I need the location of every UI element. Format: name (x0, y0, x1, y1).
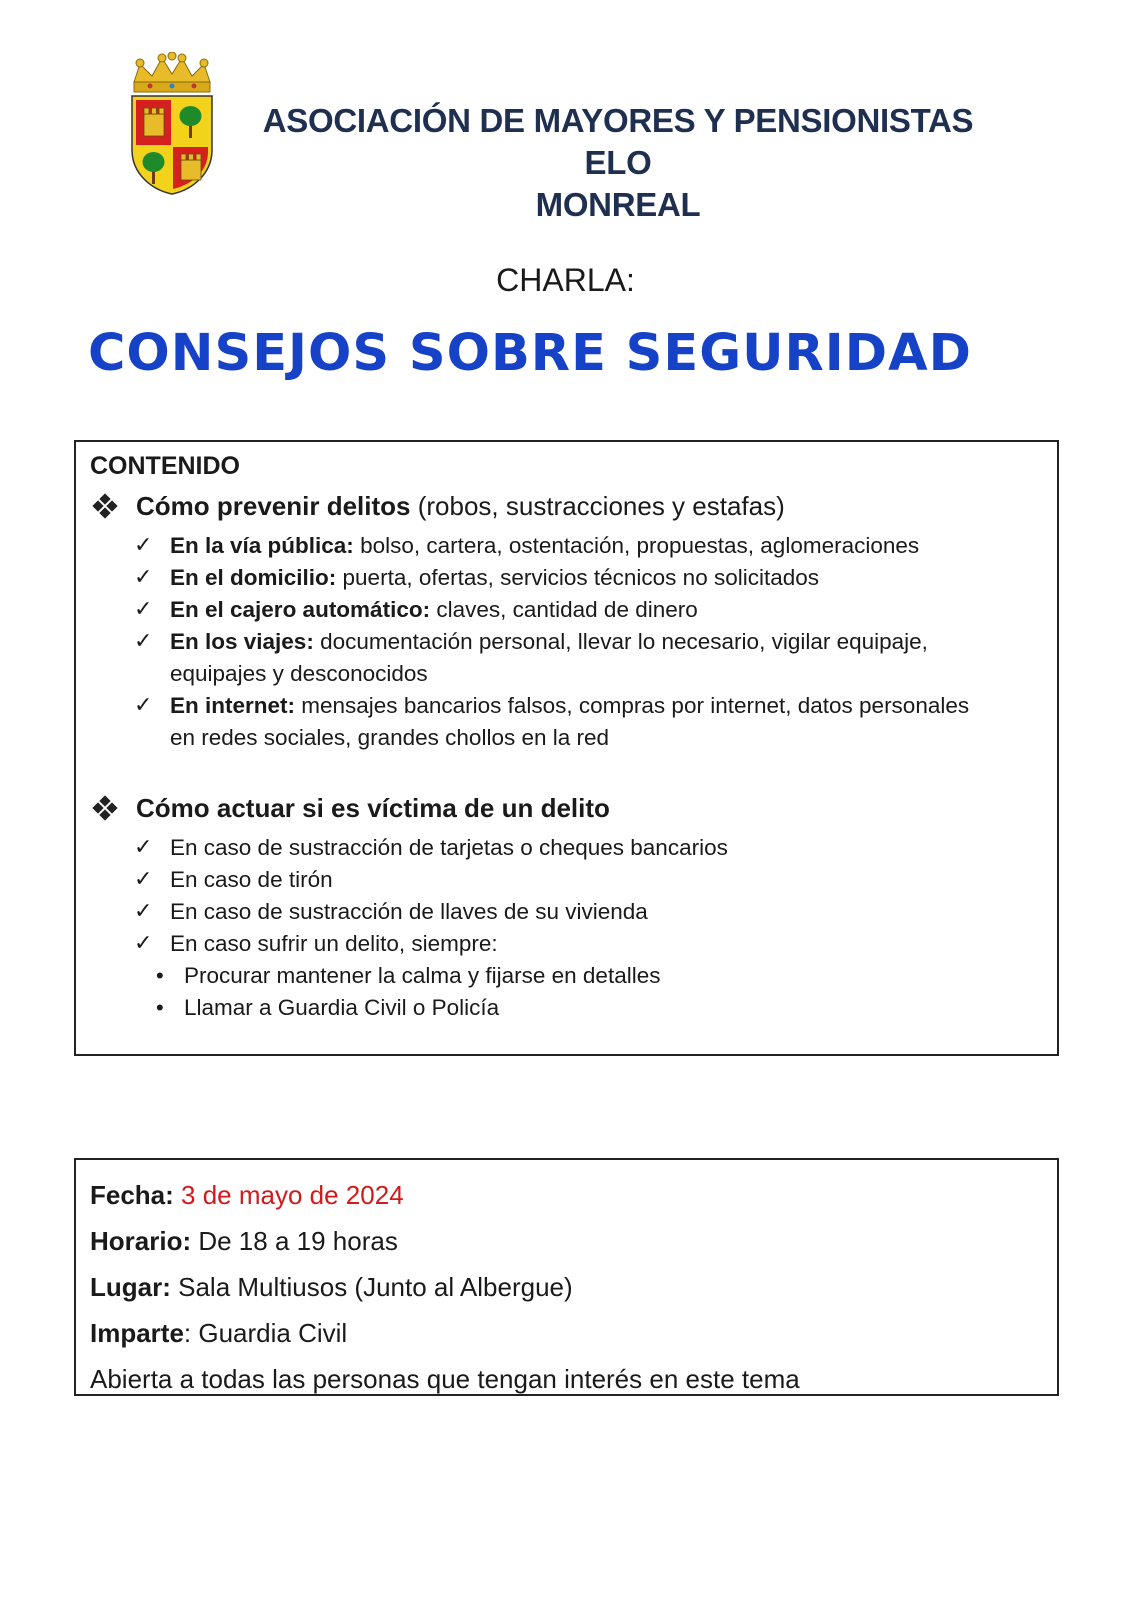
check-icon: ✓ (134, 867, 153, 892)
section-prevent-crimes (90, 488, 1050, 754)
check-icon: ✓ (134, 597, 153, 622)
check-icon: ✓ (134, 629, 153, 654)
section-heading (90, 790, 1050, 826)
list-item: ✓ En caso de sustracción de llaves de su vivienda (90, 896, 1050, 928)
main-title: CONSEJOS SOBRE SEGURIDAD (88, 324, 972, 383)
section-heading-bold: Cómo prevenir delitos (136, 490, 411, 521)
check-icon: ✓ (134, 565, 153, 590)
info-date: Fecha: 3 de mayo de 2024 (90, 1180, 404, 1210)
list-item: ✓ En el cajero automático: claves, cantidad de dinero (90, 594, 1050, 626)
check-icon: ✓ (134, 899, 153, 924)
victim-actions-list (90, 832, 1050, 960)
bullet-icon: • (156, 963, 164, 988)
check-icon: ✓ (134, 693, 153, 718)
bullet-icon: • (156, 995, 164, 1020)
check-icon: ✓ (134, 931, 153, 956)
list-item: • Procurar mantener la calma y fijarse en detalles (90, 960, 1050, 992)
diamond-bullet-icon (94, 495, 116, 517)
info-note: Abierta a todas las personas que tengan interés en este tema (90, 1364, 800, 1394)
organization-title (228, 100, 1008, 226)
check-icon: ✓ (134, 835, 153, 860)
diamond-bullet-icon (94, 797, 116, 819)
list-item: ✓ En la vía pública: bolso, cartera, ostentación, propuestas, aglomeraciones (90, 530, 1050, 562)
list-item: ✓ En caso de sustracción de tarjetas o cheques bancarios (90, 832, 1050, 864)
always-list (90, 960, 1050, 1024)
list-item: • Llamar a Guardia Civil o Policía (90, 992, 1050, 1024)
section-heading-rest: (robos, sustracciones y estafas) (410, 490, 785, 521)
info-schedule: Horario: De 18 a 19 horas (90, 1226, 398, 1256)
list-item: ✓ En el domicilio: puerta, ofertas, servicios técnicos no solicitados (90, 562, 1050, 594)
organization-title-line2: MONREAL (535, 186, 701, 223)
list-item: ✓ En caso de tirón (90, 864, 1050, 896)
content-label: CONTENIDO (90, 452, 240, 480)
coat-of-arms-icon (126, 52, 218, 198)
content-box (74, 440, 1059, 1056)
info-speaker: Imparte: Guardia Civil (90, 1318, 348, 1348)
section-heading-bold: Cómo actuar si es víctima de un delito (136, 792, 610, 823)
check-icon: ✓ (134, 533, 153, 558)
section-heading (90, 488, 1050, 524)
info-place: Lugar: Sala Multiusos (Junto al Albergue) (90, 1272, 573, 1302)
prevention-list (90, 530, 1050, 754)
section-victim-actions (90, 790, 1050, 1024)
list-item: ✓ En caso sufrir un delito, siempre: (90, 928, 1050, 960)
organization-title-line1: ASOCIACIÓN DE MAYORES Y PENSIONISTAS ELO (262, 102, 974, 181)
event-kind: CHARLA: (496, 262, 635, 298)
event-info-box (74, 1158, 1059, 1396)
list-item: ✓ En internet: mensajes bancarios falsos, compras por internet, datos personales en redes sociales, grandes chollos en la red (90, 690, 1050, 754)
list-item: ✓ En los viajes: documentación personal, llevar lo necesario, vigilar equipaje, equipajes y desconocidos (90, 626, 1050, 690)
